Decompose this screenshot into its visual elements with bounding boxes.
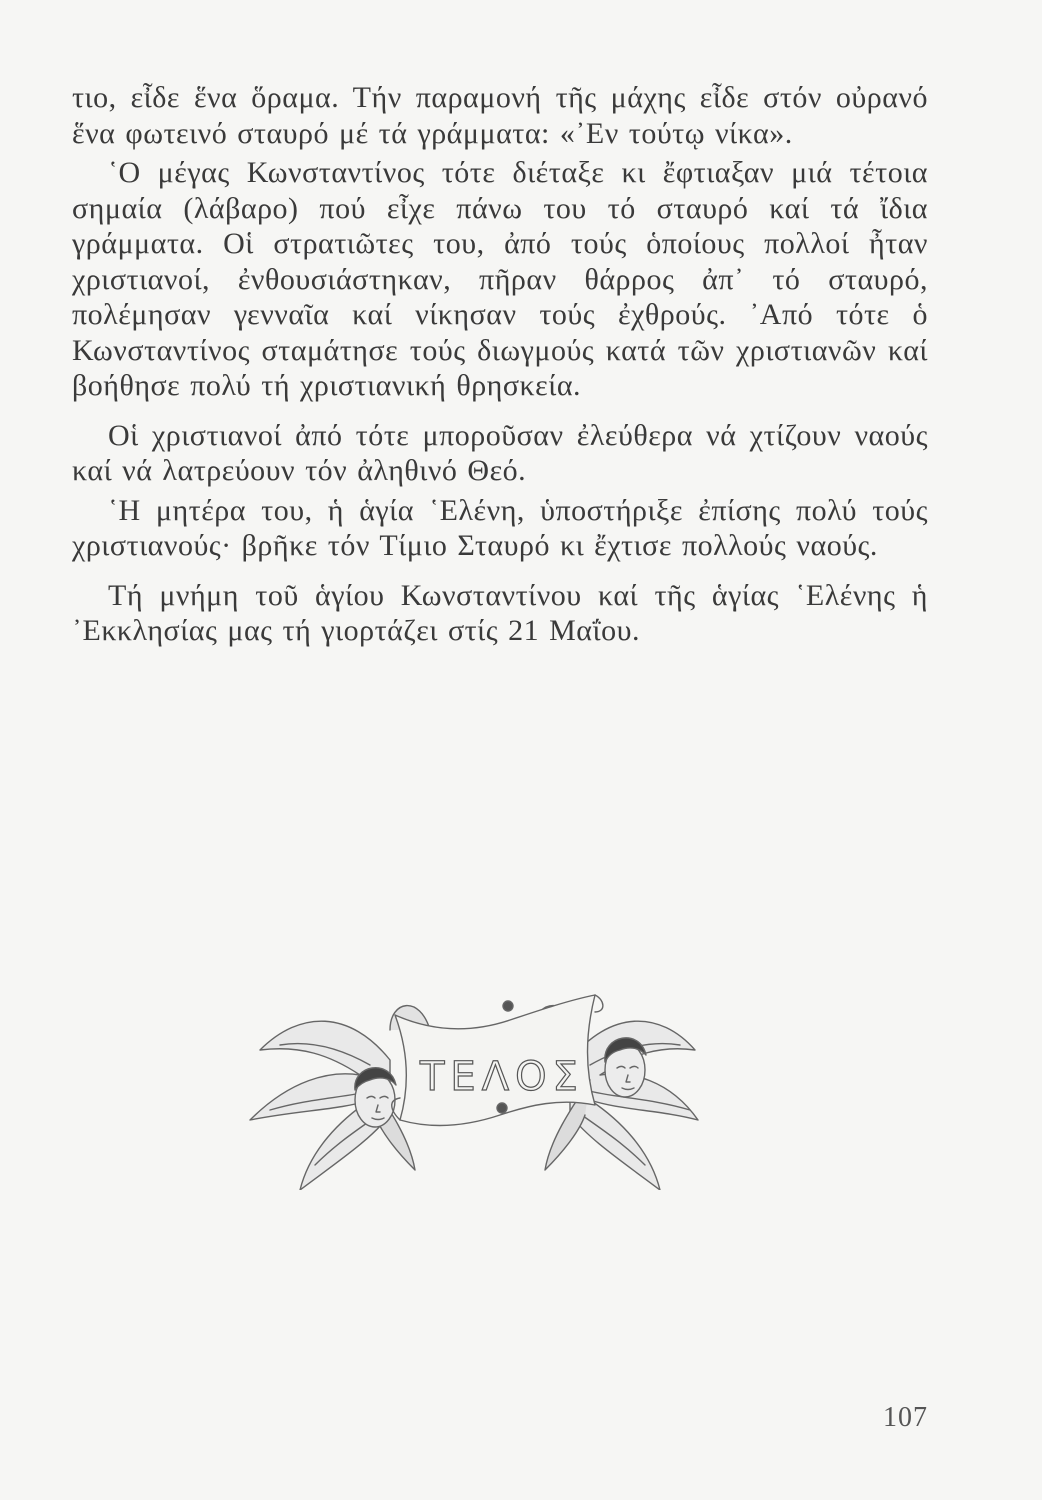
paragraph-3: Οἱ χριστιανοί ἀπό τότε μποροῦσαν ἐλεύθερα νά χτίζουν ναούς καί νά λατρεύουν τόν ἀληθινό Θεό. <box>72 418 928 487</box>
left-angel-face <box>355 1068 396 1127</box>
right-angel-face <box>605 1038 646 1097</box>
angels-banner-illustration <box>240 940 700 1190</box>
paragraph-5: Τή μνήμη τοῦ ἁγίου Κωνσταντίνου καί τῆς ἁγίας ῾Ελένης ἡ ᾿Εκκλησίας μας τή γιορτάζει στίς 21 Μαΐου. <box>72 578 928 647</box>
body-text <box>72 80 928 649</box>
paragraph-1: τιο, εἶδε ἕνα ὅραμα. Τήν παραμονή τῆς μάχης εἶδε στόν οὐρανό ἕνα φωτεινό σταυρό μέ τά γράμματα: «᾿Εν τούτῳ νίκα». <box>72 81 928 150</box>
paragraph-2: ῾Ο μέγας Κωνσταντίνος τότε διέταξε κι ἔφτιαξαν μιά τέτοια σημαία (λάβαρο) πού εἶχε πάνω του τό σταυρό καί τά ἴδια γράμματα. Οἱ στρατιῶτες του, ἀπό τούς ὁποίους πολλοί ἦταν χριστιανοί, ἐνθουσιάστηκαν, πῆραν θάρρος ἀπ᾿ τό σταυρό, πολέμησαν γενναῖα καί νίκησαν τούς ἐχθρούς. ᾿Από τότε ὁ Κωνσταντίνος σταμάτησε τούς διωγμούς κατά τῶν χριστιανῶν καί βοήθησε πολύ τή χριστιανική θρησκεία. <box>72 156 928 402</box>
telos-text: ΤΕΛΟΣ <box>420 1054 584 1100</box>
paragraph-4: ῾Η μητέρα του, ἡ ἁγία ῾Ελένη, ὑποστήριξε ἐπίσης πολύ τούς χριστιανούς· βρῆκε τόν Τίμιο Σταυρό κι ἔχτισε πολλούς ναούς. <box>72 493 928 562</box>
page-number: 107 <box>883 1402 928 1433</box>
